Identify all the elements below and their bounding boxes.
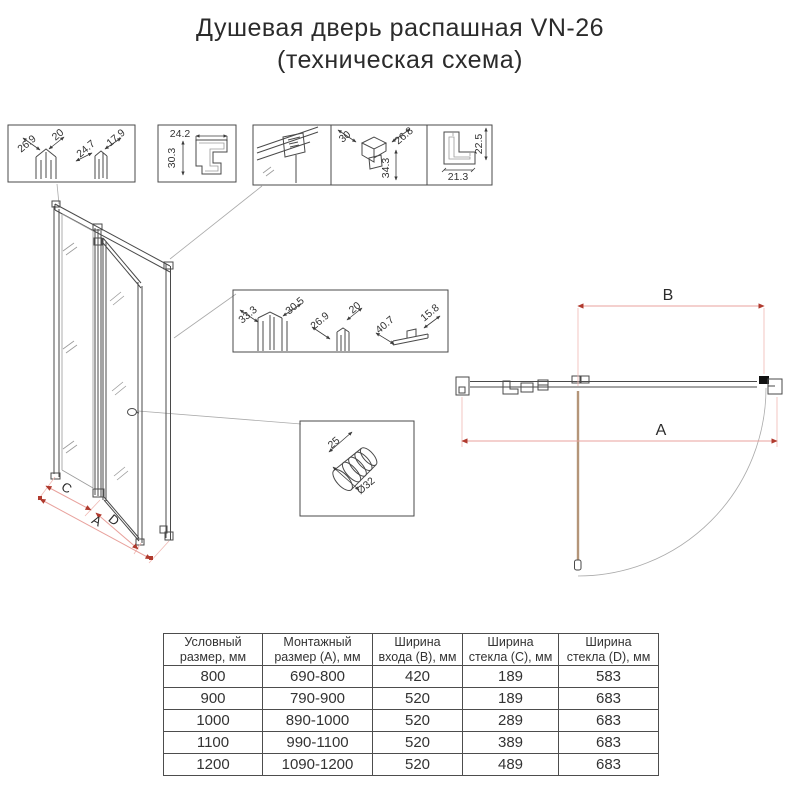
dim-label-20: 20 [49, 126, 67, 144]
l-corner-profile-sketch [442, 128, 486, 183]
cell: 890-1000 [263, 710, 373, 732]
header-line: Ширина [585, 635, 632, 649]
dim-label-21-3: 21.3 [447, 171, 469, 183]
cell: 990-1100 [263, 732, 373, 754]
cell: 1100 [164, 732, 263, 754]
open-door-panel [103, 238, 144, 545]
corner-connector-sketch [337, 125, 416, 180]
table-row [164, 754, 659, 776]
dim-label-26-9b: 26.9 [308, 309, 332, 333]
col-header-glass-width-c [463, 634, 559, 666]
dim-label-25: 25 [325, 434, 343, 452]
col-header-glass-width-d [559, 634, 659, 666]
cell: 683 [559, 710, 659, 732]
header-line: Ширина [394, 635, 441, 649]
cell: 520 [373, 754, 463, 776]
cell: 790-900 [263, 688, 373, 710]
top-view [456, 287, 782, 576]
top-dim-a: A [655, 422, 667, 439]
front-dim-c: C [58, 478, 75, 497]
front-view [38, 201, 173, 563]
cell: 900 [164, 688, 263, 710]
cell: 1200 [164, 754, 263, 776]
cell: 189 [463, 666, 559, 688]
dim-label-d32: Ø32 [354, 475, 378, 497]
detail-strip-mid [233, 290, 448, 352]
wall-bracket-sketch [257, 127, 318, 183]
table-row [164, 732, 659, 754]
dim-label-34-3: 34.3 [380, 157, 392, 179]
cell: 1090-1200 [263, 754, 373, 776]
header-line: стекла (D), мм [566, 649, 651, 664]
header-line: стекла (C), мм [468, 649, 553, 664]
front-dim-a: A [89, 512, 105, 530]
cell: 520 [373, 710, 463, 732]
cell: 520 [373, 688, 463, 710]
col-header-mount-size-a [263, 634, 373, 666]
cell: 489 [463, 754, 559, 776]
dim-label-30-5: 30.5 [283, 294, 307, 318]
cell: 520 [373, 732, 463, 754]
detail-box-jamb-profiles [8, 125, 135, 182]
table-row [164, 688, 659, 710]
dim-label-30: 30 [336, 128, 354, 146]
cell: 420 [373, 666, 463, 688]
dim-label-40-7: 40.7 [373, 313, 397, 337]
dim-label-26-9: 26.9 [15, 132, 39, 156]
table-header-row [164, 634, 659, 666]
cell: 1000 [164, 710, 263, 732]
dim-label-17-9: 17.9 [104, 126, 128, 150]
dim-label-26-8: 26.8 [392, 124, 416, 148]
dim-label-20b: 20 [346, 299, 364, 317]
dim-label-30-3: 30.3 [166, 147, 178, 169]
door-swing-arc [578, 388, 766, 576]
cell: 800 [164, 666, 263, 688]
open-door-plan [575, 391, 582, 570]
title-line1: Душевая дверь распашная VN-26 [195, 14, 605, 42]
cell: 189 [463, 688, 559, 710]
cell: 389 [463, 732, 559, 754]
dim-label-15-8: 15.8 [418, 301, 442, 325]
fixed-glass-panel [62, 214, 93, 488]
dim-label-22-5: 22.5 [473, 133, 485, 155]
col-header-nominal-size [164, 634, 263, 666]
cell: 690-800 [263, 666, 373, 688]
table-row [164, 666, 659, 688]
detail-box-step-profile [158, 125, 236, 182]
detail-box-handle [300, 421, 414, 516]
detail-strip-top [253, 125, 492, 185]
header-line: Ширина [487, 635, 534, 649]
col-header-entry-width-b [373, 634, 463, 666]
size-table [163, 633, 659, 776]
title-line2: (техническая схема) [277, 46, 523, 74]
header-line: размер (А), мм [274, 649, 361, 664]
top-dim-b: B [662, 287, 674, 304]
cell: 683 [559, 732, 659, 754]
dim-label-24-2: 24.2 [169, 128, 191, 140]
dim-label-24-7: 24.7 [74, 137, 98, 161]
front-dim-d: D [105, 511, 123, 529]
cell: 289 [463, 710, 559, 732]
header-line: Условный [184, 635, 242, 649]
cell: 683 [559, 754, 659, 776]
cell: 583 [559, 666, 659, 688]
top-dimensions [462, 287, 777, 447]
top-profile-bar [456, 376, 782, 395]
dim-label-33-3: 33.3 [236, 303, 260, 327]
header-line: входа (B), мм [378, 649, 457, 664]
header-line: размер, мм [179, 649, 247, 664]
header-line: Монтажный [283, 635, 352, 649]
table-row [164, 710, 659, 732]
cell: 683 [559, 688, 659, 710]
leader-lines [57, 184, 301, 424]
door-handle-knob [128, 409, 140, 416]
